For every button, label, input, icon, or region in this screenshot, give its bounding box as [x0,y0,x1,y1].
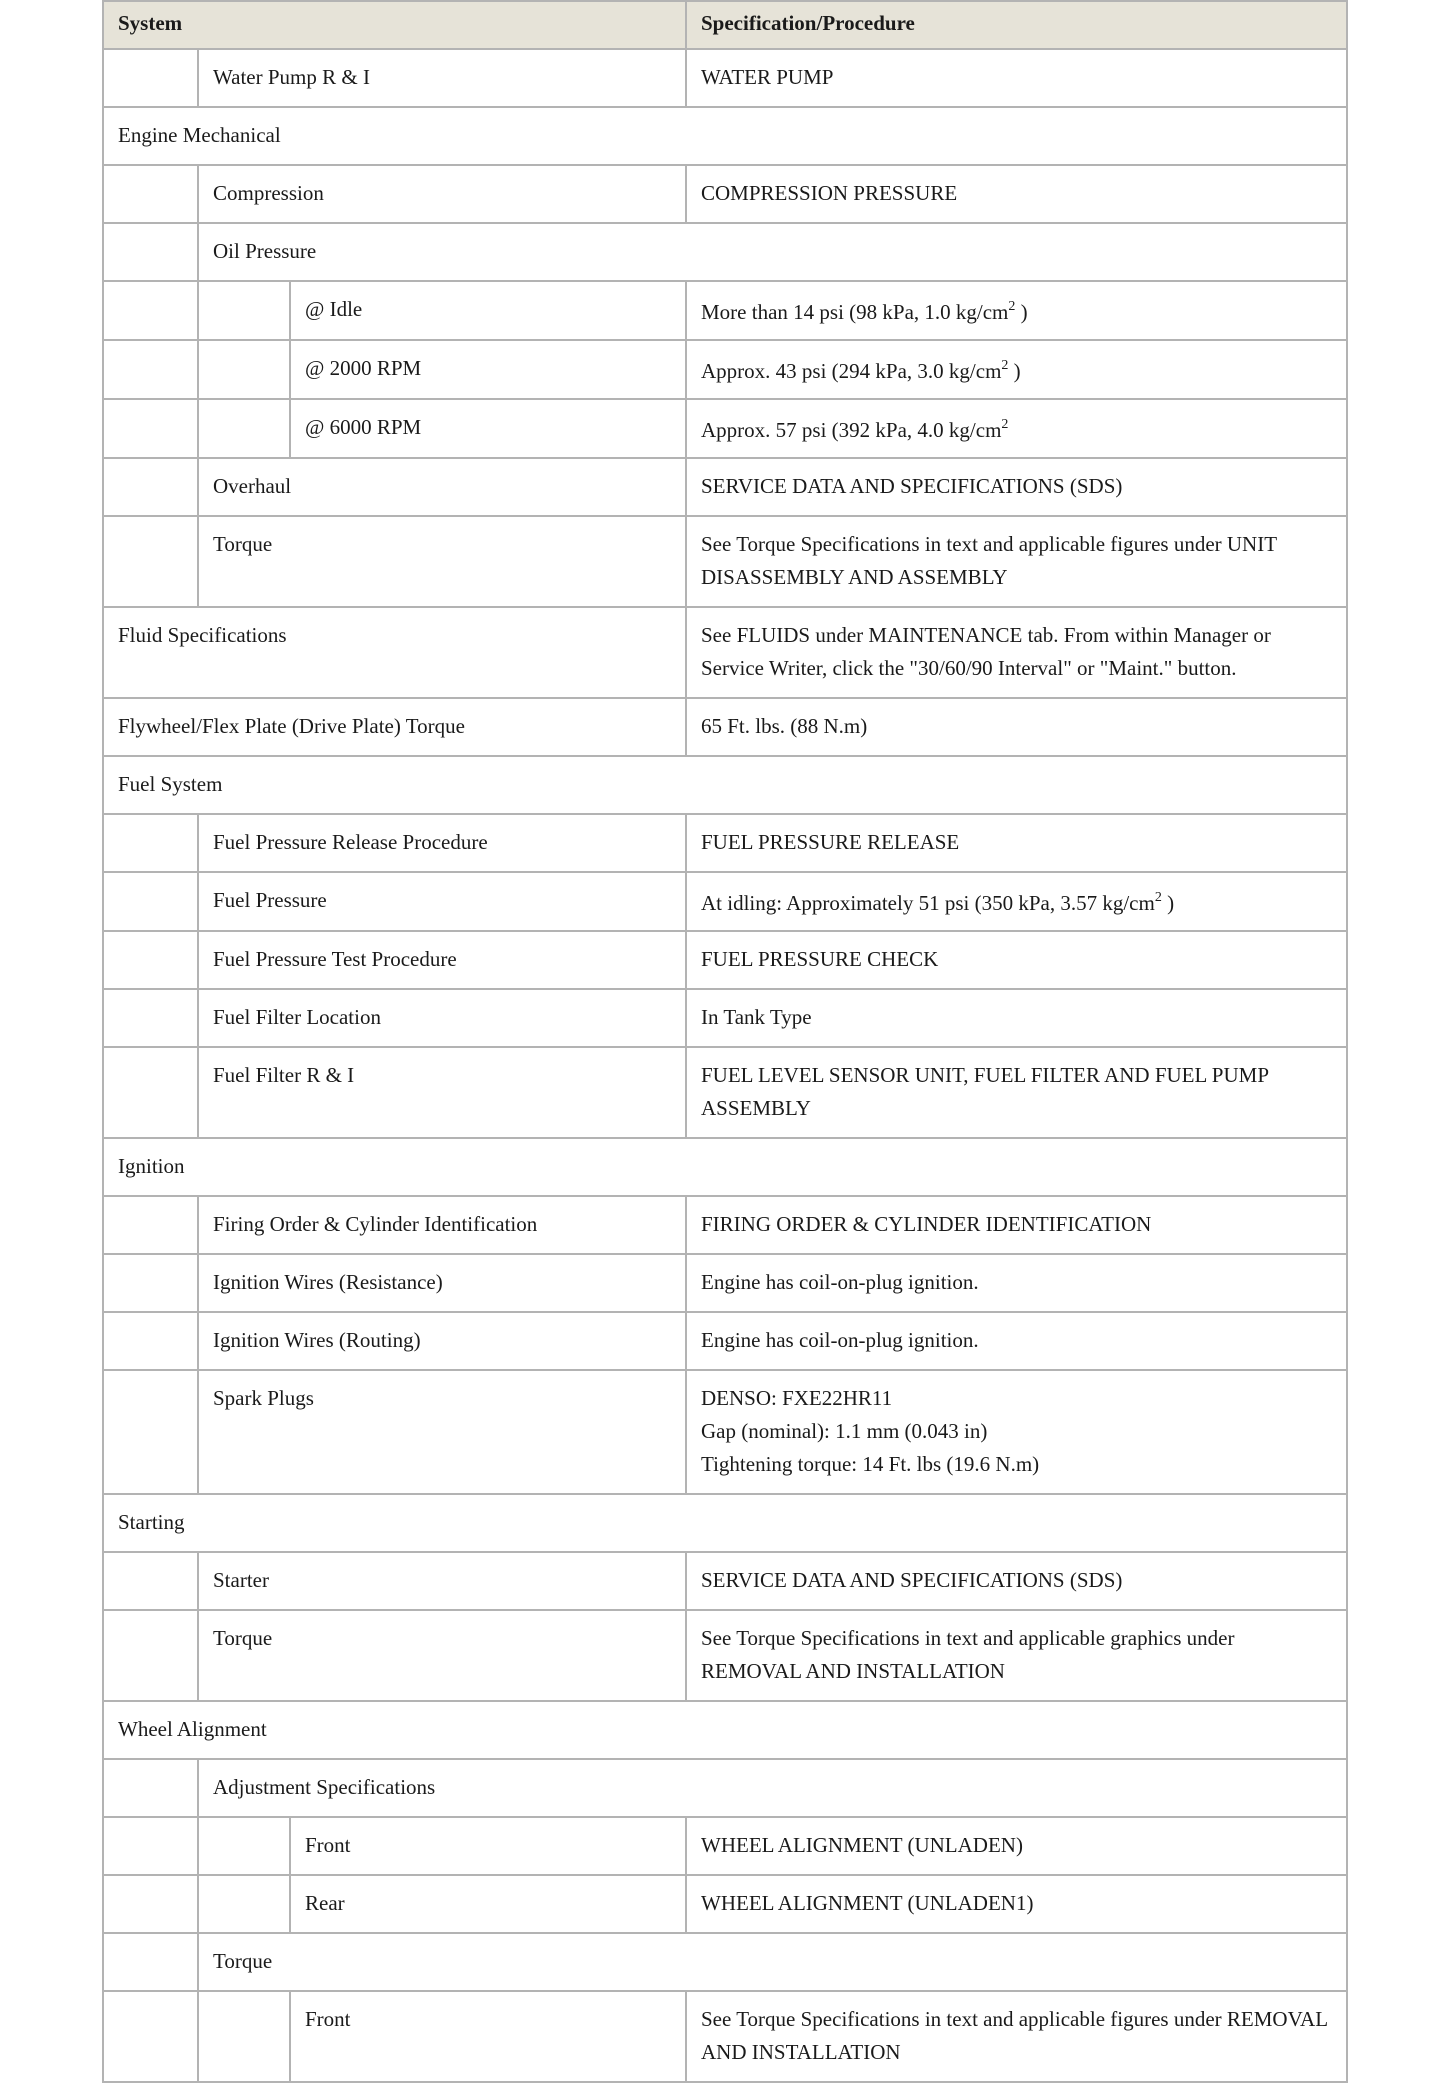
table-row [103,607,1347,698]
row-label: Rear [290,1875,686,1933]
section-row [103,1494,1347,1552]
table-row [103,989,1347,1047]
section-heading: Ignition [103,1138,1347,1196]
table-row [103,340,1347,399]
row-value: Engine has coil-on-plug ignition. [686,1254,1347,1312]
section-row [103,107,1347,165]
table-row [103,165,1347,223]
header-spec: Specification/Procedure [686,1,1347,49]
row-label: Compression [198,165,686,223]
row-value: FUEL LEVEL SENSOR UNIT, FUEL FILTER AND FUEL PUMP ASSEMBLY [686,1047,1347,1138]
section-heading: Wheel Alignment [103,1701,1347,1759]
row-value: SERVICE DATA AND SPECIFICATIONS (SDS) [686,458,1347,516]
row-value: Approx. 57 psi (392 kPa, 4.0 $kg/cm^2$ [686,399,1347,458]
table-row [103,1047,1347,1138]
table-row [103,1552,1347,1610]
spark-plug-torque: Tightening torque: 14 Ft. lbs (19.6 N.m) [701,1452,1040,1476]
row-label: Flywheel/Flex Plate (Drive Plate) Torque [103,698,686,756]
table-row [103,814,1347,872]
row-label: Ignition Wires (Routing) [198,1312,686,1370]
section-row [103,756,1347,814]
table-row [103,1196,1347,1254]
row-value: FIRING ORDER & CYLINDER IDENTIFICATION [686,1196,1347,1254]
row-value [686,1370,1347,1494]
subsection-heading: Adjustment Specifications [198,1759,1347,1817]
row-label: Ignition Wires (Resistance) [198,1254,686,1312]
row-label: Overhaul [198,458,686,516]
row-label: Front [290,1991,686,2082]
spark-plug-type: DENSO: FXE22HR11 [701,1386,893,1410]
table-row [103,1875,1347,1933]
row-label: Torque [198,516,686,607]
row-value: WHEEL ALIGNMENT (UNLADEN) [686,1817,1347,1875]
section-heading: Starting [103,1494,1347,1552]
row-label: Front [290,1817,686,1875]
row-value: 65 Ft. lbs. (88 N.m) [686,698,1347,756]
row-label: Water Pump R & I [198,49,686,107]
table-row [103,399,1347,458]
spec-table [102,0,1348,2083]
row-value: See Torque Specifications in text and applicable figures under UNIT DISASSEMBLY AND ASSEMBLY [686,516,1347,607]
row-label: Fuel Pressure [198,872,686,931]
table-row [103,872,1347,931]
row-value: Engine has coil-on-plug ignition. [686,1312,1347,1370]
spark-plug-gap: Gap (nominal): 1.1 mm (0.043 in) [701,1419,988,1443]
row-value: See Torque Specifications in text and applicable figures under REMOVAL AND INSTALLATION [686,1991,1347,2082]
table-row [103,458,1347,516]
table-row [103,49,1347,107]
row-label: Fuel Pressure Test Procedure [198,931,686,989]
row-label: Fuel Filter Location [198,989,686,1047]
row-label: Fuel Pressure Release Procedure [198,814,686,872]
row-label: Torque [198,1610,686,1701]
section-row [103,1138,1347,1196]
table-row [103,931,1347,989]
row-value: Approx. 43 psi (294 kPa, 3.0 $kg/cm^2$ ) [686,340,1347,399]
table-row [103,281,1347,340]
row-label: Spark Plugs [198,1370,686,1494]
section-heading: Fuel System [103,756,1347,814]
row-value: In Tank Type [686,989,1347,1047]
subsection-heading: Torque [198,1933,1347,1991]
subsection-heading: Oil Pressure [198,223,1347,281]
section-heading: Engine Mechanical [103,107,1347,165]
row-value: More than 14 psi (98 kPa, 1.0 $kg/cm^2$ ) [686,281,1347,340]
table-row [103,698,1347,756]
row-value: FUEL PRESSURE RELEASE [686,814,1347,872]
row-value: See FLUIDS under MAINTENANCE tab. From within Manager or Service Writer, click the "30/60/90 Interval" or "Maint." button. [686,607,1347,698]
row-label: Firing Order & Cylinder Identification [198,1196,686,1254]
table-row [103,1817,1347,1875]
table-row [103,1610,1347,1701]
header-system: System [103,1,686,49]
row-label: @ 6000 RPM [290,399,686,458]
row-value: WATER PUMP [686,49,1347,107]
section-row [103,1701,1347,1759]
row-label: @ 2000 RPM [290,340,686,399]
row-value: COMPRESSION PRESSURE [686,165,1347,223]
table-row [103,1370,1347,1494]
row-value: FUEL PRESSURE CHECK [686,931,1347,989]
table-row [103,1254,1347,1312]
row-label: Fuel Filter R & I [198,1047,686,1138]
subsection-row [103,1759,1347,1817]
row-value: WHEEL ALIGNMENT (UNLADEN1) [686,1875,1347,1933]
row-label: Starter [198,1552,686,1610]
row-label: Fluid Specifications [103,607,686,698]
row-value: At idling: Approximately 51 psi (350 kPa, 3.57 $kg/cm^2$ ) [686,872,1347,931]
table-row [103,1991,1347,2082]
table-header-row [103,1,1347,49]
row-label: @ Idle [290,281,686,340]
table-row [103,1312,1347,1370]
row-value: See Torque Specifications in text and applicable graphics under REMOVAL AND INSTALLATION [686,1610,1347,1701]
table-row [103,516,1347,607]
subsection-row [103,223,1347,281]
row-value: SERVICE DATA AND SPECIFICATIONS (SDS) [686,1552,1347,1610]
subsection-row [103,1933,1347,1991]
